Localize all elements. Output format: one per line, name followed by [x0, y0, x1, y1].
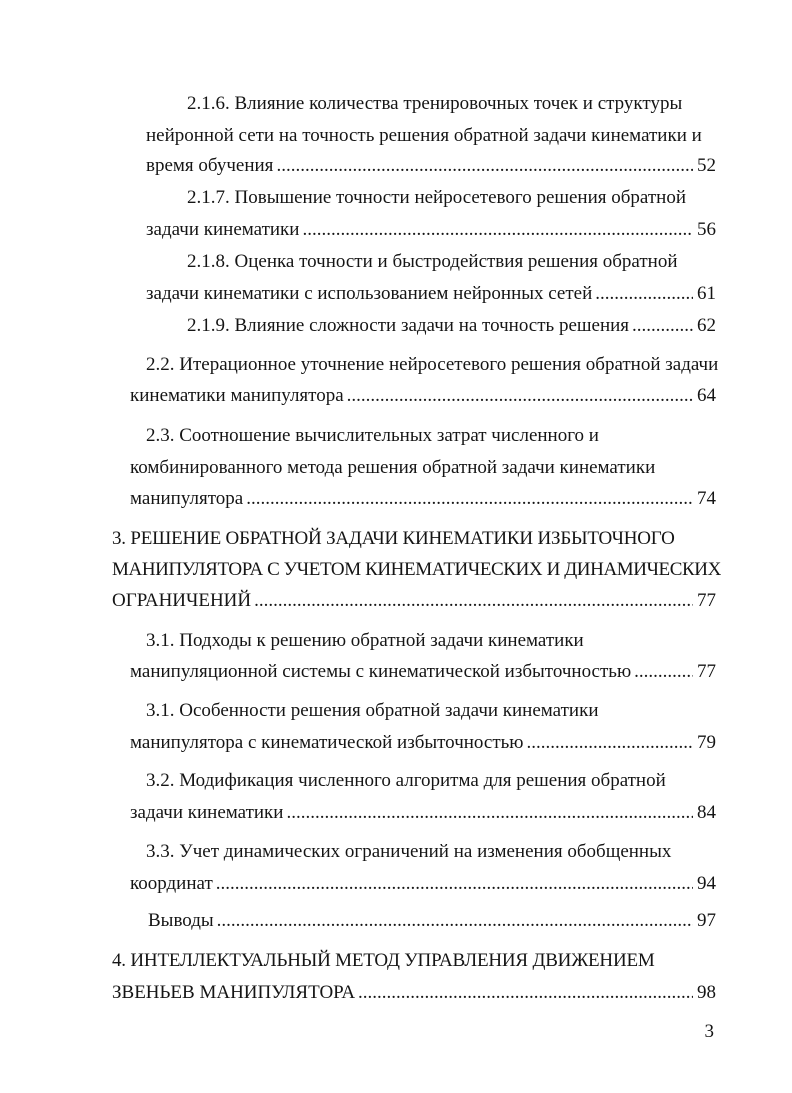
toc-page-number: 64: [697, 385, 716, 406]
toc-page-number: 61: [697, 283, 716, 304]
dot-leader: [347, 382, 693, 410]
toc-entry-2-1-7-last-line[interactable]: [146, 216, 716, 244]
toc-entry-2-1-8-line1: 2.1.8. Оценка точности и быстродействия решения обратной: [187, 251, 678, 272]
toc-entry-text: манипулятора: [130, 488, 244, 509]
toc-chapter-3-line2: МАНИПУЛЯТОРА С УЧЕТОМ КИНЕМАТИЧЕСКИХ И ДИНАМИЧЕСКИХ: [112, 559, 721, 580]
toc-entry-2-1-6-line2: нейронной сети на точность решения обратной задачи кинематики и: [146, 125, 702, 146]
toc-entry-text: задачи кинематики: [146, 219, 300, 240]
dot-leader: [632, 312, 693, 340]
toc-entry-3-2-last-line[interactable]: [130, 799, 716, 827]
toc-entry-text: кинематики манипулятора: [130, 385, 344, 406]
toc-page-number: 77: [697, 590, 716, 611]
toc-entry-2-2-line1: 2.2. Итерационное уточнение нейросетевого решения обратной задачи: [146, 354, 719, 375]
toc-page-number: 74: [697, 488, 716, 509]
toc-entry-3-1a-last-line[interactable]: [130, 658, 716, 686]
dot-leader: [358, 979, 693, 1007]
toc-page-number: 62: [697, 315, 716, 336]
toc-chapter-3-line1: 3. РЕШЕНИЕ ОБРАТНОЙ ЗАДАЧИ КИНЕМАТИКИ ИЗБЫТОЧНОГО: [112, 528, 675, 549]
toc-chapter-4-last-line[interactable]: [112, 979, 716, 1007]
toc-page-number: 84: [697, 802, 716, 823]
dot-leader: [286, 799, 693, 827]
toc-chapter-4-line1: 4. ИНТЕЛЛЕКТУАЛЬНЫЙ МЕТОД УПРАВЛЕНИЯ ДВИЖЕНИЕМ: [112, 950, 655, 971]
toc-page-number: 94: [697, 873, 716, 894]
toc-entry-2-3-line2: комбинированного метода решения обратной задачи кинематики: [130, 457, 656, 478]
toc-entry-3-3-line1: 3.3. Учет динамических ограничений на изменения обобщенных: [146, 841, 672, 862]
toc-entry-2-1-9[interactable]: [187, 312, 716, 340]
toc-chapter-3-last-line[interactable]: [112, 587, 716, 615]
toc-page-number: 52: [697, 155, 716, 176]
toc-entry-2-1-8-last-line[interactable]: [146, 280, 716, 308]
toc-entry-2-1-7-line1: 2.1.7. Повышение точности нейросетевого решения обратной: [187, 187, 687, 208]
toc-page-number: 97: [697, 910, 716, 931]
toc-entry-text: ЗВЕНЬЕВ МАНИПУЛЯТОРА: [112, 982, 356, 1003]
dot-leader: [217, 907, 693, 935]
dot-leader: [216, 870, 693, 898]
toc-entry-text: задачи кинематики: [130, 802, 284, 823]
toc-entry-3-1a-line1: 3.1. Подходы к решению обратной задачи кинематики: [146, 630, 584, 651]
dot-leader: [595, 280, 693, 308]
toc-page-number: 98: [697, 982, 716, 1003]
dot-leader: [246, 485, 693, 513]
dot-leader: [526, 729, 693, 757]
dot-leader: [276, 152, 693, 180]
toc-page-number: 79: [697, 732, 716, 753]
page-number: 3: [704, 1021, 714, 1042]
toc-entry-3-2-line1: 3.2. Модификация численного алгоритма для решения обратной: [146, 770, 666, 791]
toc-entry-text: 2.1.9. Влияние сложности задачи на точность решения: [187, 315, 630, 336]
toc-entry-3-1b-line1: 3.1. Особенности решения обратной задачи кинематики: [146, 700, 599, 721]
toc-entry-2-3-line1: 2.3. Соотношение вычислительных затрат численного и: [146, 425, 599, 446]
dot-leader: [254, 587, 693, 615]
dot-leader: [302, 216, 693, 244]
toc-entry-text: ОГРАНИЧЕНИЙ: [112, 590, 252, 611]
dot-leader: [634, 658, 693, 686]
toc-page-number: 77: [697, 661, 716, 682]
toc-entry-3-1b-last-line[interactable]: [130, 729, 716, 757]
toc-entry-3-3-last-line[interactable]: [130, 870, 716, 898]
toc-entry-text: время обучения: [146, 155, 274, 176]
toc-entry-text: Выводы: [148, 910, 214, 931]
toc-entry-2-1-6-last-line[interactable]: [146, 152, 716, 180]
toc-entry-2-2-last-line[interactable]: [130, 382, 716, 410]
toc-page-number: 56: [697, 219, 716, 240]
toc-entry-2-3-last-line[interactable]: [130, 485, 716, 513]
toc-entry-text: манипуляционной системы с кинематической избыточностью: [130, 661, 632, 682]
toc-entry-conclusions[interactable]: [148, 907, 716, 935]
toc-entry-text: манипулятора с кинематической избыточностью: [130, 732, 524, 753]
toc-entry-text: координат: [130, 873, 213, 894]
toc-entry-text: задачи кинематики с использованием нейронных сетей: [146, 283, 593, 304]
toc-entry-2-1-6-line1: 2.1.6. Влияние количества тренировочных точек и структуры: [187, 93, 683, 114]
